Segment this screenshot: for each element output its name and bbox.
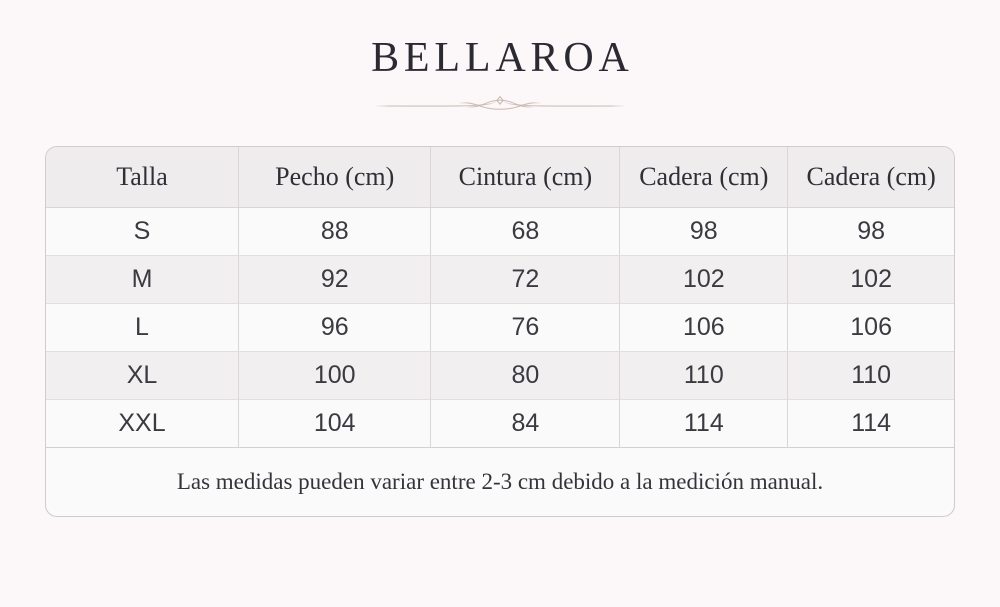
measure-cell: 106 xyxy=(620,304,788,352)
table-row-s xyxy=(46,208,954,256)
measure-cell: 96 xyxy=(238,304,430,352)
column-header-cadera-2: Cadera (cm) xyxy=(788,147,954,208)
table-row-m xyxy=(46,256,954,304)
size-cell: M xyxy=(46,256,238,304)
measure-cell: 68 xyxy=(431,208,620,256)
measure-cell: 110 xyxy=(620,352,788,400)
table-row-xl xyxy=(46,352,954,400)
measure-cell: 106 xyxy=(788,304,954,352)
size-chart-table xyxy=(46,147,954,516)
table-row-l xyxy=(46,304,954,352)
note-row xyxy=(46,448,954,517)
size-cell: XL xyxy=(46,352,238,400)
measure-cell: 114 xyxy=(620,400,788,448)
disclaimer-note: Las medidas pueden variar entre 2-3 cm debido a la medición manual. xyxy=(46,448,954,517)
measure-cell: 84 xyxy=(431,400,620,448)
measure-cell: 102 xyxy=(788,256,954,304)
measure-cell: 88 xyxy=(238,208,430,256)
table-row-xxl xyxy=(46,400,954,448)
measure-cell: 76 xyxy=(431,304,620,352)
size-cell: L xyxy=(46,304,238,352)
column-header-cintura: Cintura (cm) xyxy=(431,147,620,208)
brand-title: BELLAROA xyxy=(371,35,634,81)
measure-cell: 104 xyxy=(238,400,430,448)
measure-cell: 102 xyxy=(620,256,788,304)
measure-cell: 72 xyxy=(431,256,620,304)
measure-cell: 98 xyxy=(788,208,954,256)
column-header-talla: Talla xyxy=(46,147,238,208)
size-cell: XXL xyxy=(46,400,238,448)
flourish-divider-icon xyxy=(370,94,630,114)
header-row xyxy=(46,147,954,208)
size-chart-card xyxy=(45,146,955,517)
measure-cell: 80 xyxy=(431,352,620,400)
measure-cell: 98 xyxy=(620,208,788,256)
measure-cell: 114 xyxy=(851,409,892,437)
column-header-pecho: Pecho (cm) xyxy=(238,147,430,208)
measure-cell: 92 xyxy=(238,256,430,304)
column-header-cadera-1: Cadera (cm) xyxy=(620,147,788,208)
size-cell: S xyxy=(46,208,238,256)
measure-cell: 100 xyxy=(238,352,430,400)
measure-cell: 110 xyxy=(788,352,954,400)
